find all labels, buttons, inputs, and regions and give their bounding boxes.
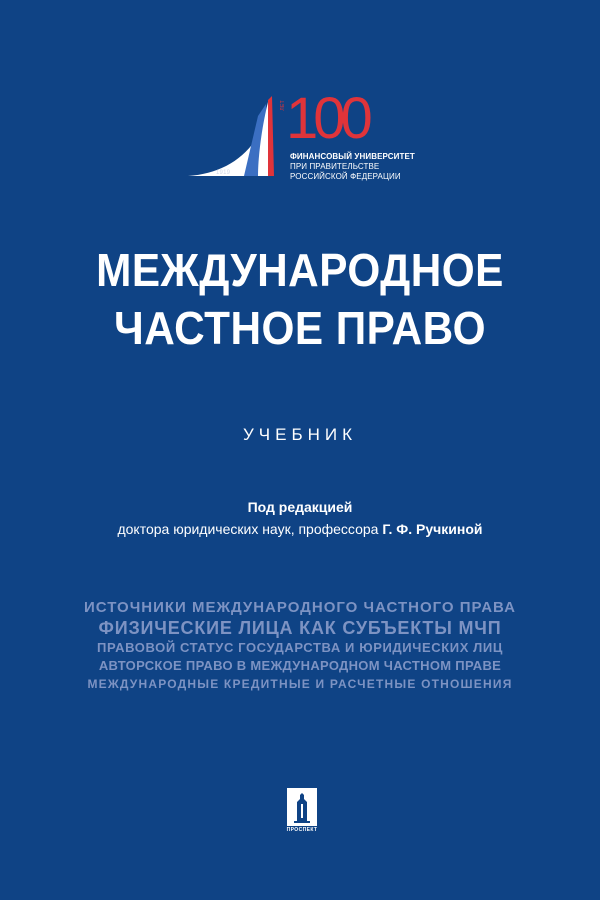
book-title-line2: ЧАСТНОЕ ПРАВО (114, 302, 486, 354)
topics-list (0, 598, 600, 693)
topic-item: АВТОРСКОЕ ПРАВО В МЕЖДУНАРОДНОМ ЧАСТНОМ ПРАВЕ (98, 658, 502, 673)
university-name-line2: ПРИ ПРАВИТЕЛЬСТВЕ (290, 162, 380, 171)
book-title-line1: МЕЖДУНАРОДНОЕ (96, 244, 504, 296)
topic-item: ПРАВОВОЙ СТАТУС ГОСУДАРСТВА И ЮРИДИЧЕСКИХ ЛИЦ (97, 640, 503, 655)
centenary-number: 100 (286, 86, 368, 151)
editor-name: Г. Ф. Ручкиной (382, 521, 483, 537)
publisher-name: ПРОСПЕКТ (286, 827, 318, 833)
university-name-line1: ФИНАНСОВЫЙ УНИВЕРСИТЕТ (290, 152, 415, 161)
building-icon (287, 788, 317, 826)
publisher-badge (287, 788, 317, 826)
publisher-logo (287, 788, 317, 836)
topic-item: МЕЖДУНАРОДНЫЕ КРЕДИТНЫЕ И РАСЧЕТНЫЕ ОТНОШЕНИЯ (87, 677, 513, 691)
university-name (290, 152, 430, 182)
university-logo (188, 86, 428, 186)
editor-credentials: доктора юридических наук, профессора (117, 521, 379, 537)
flag-swoosh-icon (188, 96, 278, 182)
editor-label: Под редакцией (247, 499, 353, 515)
book-type: УЧЕБНИК (242, 425, 358, 444)
topic-item: ФИЗИЧЕСКИЕ ЛИЦА КАК СУБЪЕКТЫ МЧП (98, 618, 502, 638)
university-name-line3: РОССИЙСКОЙ ФЕДЕРАЦИИ (290, 172, 401, 181)
since-label: ЛЕТ (280, 100, 286, 111)
founded-year: 1919 (216, 170, 231, 176)
topic-item: ИСТОЧНИКИ МЕЖДУНАРОДНОГО ЧАСТНОГО ПРАВА (84, 599, 516, 616)
editor-credentials-line (0, 521, 600, 537)
